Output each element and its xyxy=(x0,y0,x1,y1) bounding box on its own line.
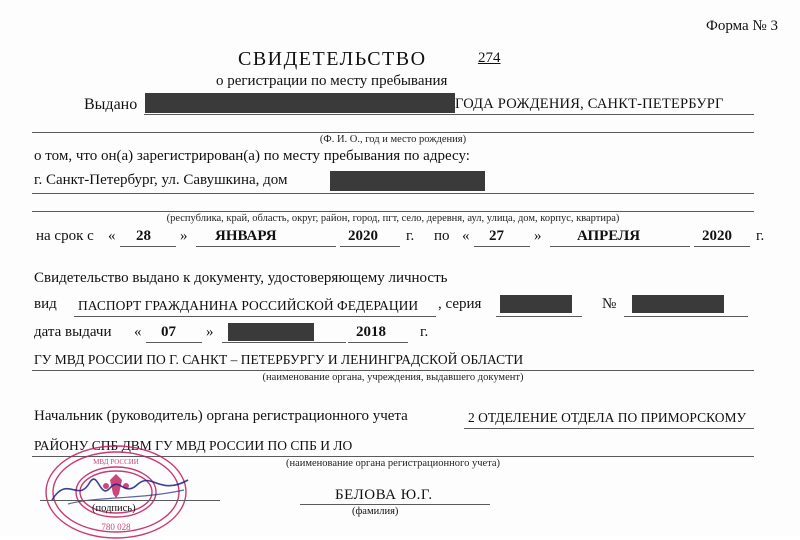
term-to-g: г. xyxy=(756,228,765,244)
term-year-to: 2020 xyxy=(702,228,732,244)
redaction-house xyxy=(330,171,485,191)
quote-close-2: » xyxy=(534,228,542,244)
page-title: СВИДЕТЕЛЬСТВО xyxy=(238,48,427,70)
rule-org-2 xyxy=(32,456,754,457)
rule-issue-day xyxy=(146,342,202,343)
rule-surname xyxy=(300,504,490,505)
term-from-label: на срок с xyxy=(36,228,94,244)
rule-month-to xyxy=(550,246,690,247)
caption-address: (республика, край, область, округ, район, город, пгт, село, деревня, аул, улица, дом, корпус, квартира) xyxy=(166,213,620,224)
rule-year-to xyxy=(694,246,750,247)
caption-fio: (Ф. И. О., год и место рождения) xyxy=(319,134,467,145)
rule-year-from xyxy=(340,246,400,247)
rule-issue-month xyxy=(222,342,346,343)
quote-close-3: » xyxy=(206,324,214,340)
issuing-authority: ГУ МВД РОССИИ ПО Г. САНКТ – ПЕТЕРБУРГУ И ЛЕНИНГРАДСКОЙ ОБЛАСТИ xyxy=(34,352,524,367)
issue-year-g: г. xyxy=(420,324,429,340)
registered-line: о том, что он(а) зарегистрирован(а) по месту пребывания по адресу: xyxy=(34,148,470,164)
issue-date-label: дата выдачи xyxy=(34,324,112,340)
head-org-line1: 2 ОТДЕЛЕНИЕ ОТДЕЛА ПО ПРИМОРСКОМУ xyxy=(468,410,747,425)
redaction-number xyxy=(632,295,724,313)
head-org-line2: РАЙОНУ СПБ ДВМ ГУ МВД РОССИИ ПО СПБ И ЛО xyxy=(34,438,353,453)
identity-series-label: , серия xyxy=(438,296,482,312)
issue-day: 07 xyxy=(161,324,176,340)
redaction-name xyxy=(145,93,455,113)
rule-issued xyxy=(144,114,754,115)
rule-signature xyxy=(40,500,220,501)
page-subtitle: о регистрации по месту пребывания xyxy=(216,73,448,89)
rule-address xyxy=(32,193,754,194)
svg-text:МВД РОССИИ: МВД РОССИИ xyxy=(93,458,139,466)
redaction-issue-month xyxy=(228,323,314,341)
rule-org-1 xyxy=(464,428,754,429)
rule-month-from xyxy=(196,246,336,247)
rule-authority xyxy=(32,370,754,371)
quote-open-3: « xyxy=(134,324,142,340)
caption-surname: (фамилия) xyxy=(352,506,399,517)
term-from-g: г. xyxy=(406,228,415,244)
form-number: Форма № 3 xyxy=(706,18,778,34)
rule-fio xyxy=(32,132,754,133)
term-year-from: 2020 xyxy=(348,228,378,244)
caption-signature: (подпись) xyxy=(92,503,136,514)
rule-number xyxy=(624,316,748,317)
quote-close-1: » xyxy=(180,228,188,244)
rule-issue-year xyxy=(348,342,408,343)
rule-kind xyxy=(74,316,436,317)
term-month-to: АПРЕЛЯ xyxy=(577,228,641,244)
rule-day-from xyxy=(120,246,176,247)
rule-day-to xyxy=(474,246,530,247)
term-day-from: 28 xyxy=(136,228,151,244)
rule-series xyxy=(496,316,582,317)
birth-place-text: ГОДА РОЖДЕНИЯ, САНКТ-ПЕТЕРБУРГ xyxy=(455,96,724,112)
identity-kind-label: вид xyxy=(34,296,57,312)
caption-org: (наименование органа регистрационного учета) xyxy=(285,458,501,469)
term-day-to: 27 xyxy=(489,228,504,244)
head-label: Начальник (руководитель) органа регистрационного учета xyxy=(34,408,408,424)
identity-intro: Свидетельство выдано к документу, удостоверяющему личность xyxy=(34,270,448,286)
issued-label: Выдано xyxy=(84,96,138,113)
svg-text:780 028: 780 028 xyxy=(101,522,131,532)
address-text: г. Санкт-Петербург, ул. Савушкина, дом xyxy=(34,172,288,188)
head-surname: БЕЛОВА Ю.Г. xyxy=(335,487,433,503)
caption-authority: (наименование органа, учреждения, выдавшего документ) xyxy=(262,372,524,383)
identity-kind-value: ПАСПОРТ ГРАЖДАНИНА РОССИЙСКОЙ ФЕДЕРАЦИИ xyxy=(78,298,419,313)
term-month-from: ЯНВАРЯ xyxy=(215,228,277,244)
term-to-label: по xyxy=(434,228,450,244)
quote-open-2: « xyxy=(462,228,470,244)
redaction-series xyxy=(500,295,572,313)
issue-year: 2018 xyxy=(356,324,386,340)
certificate-number: 274 xyxy=(478,50,501,66)
quote-open-1: « xyxy=(108,228,116,244)
identity-number-label: № xyxy=(602,296,617,312)
rule-address-2 xyxy=(32,211,754,212)
